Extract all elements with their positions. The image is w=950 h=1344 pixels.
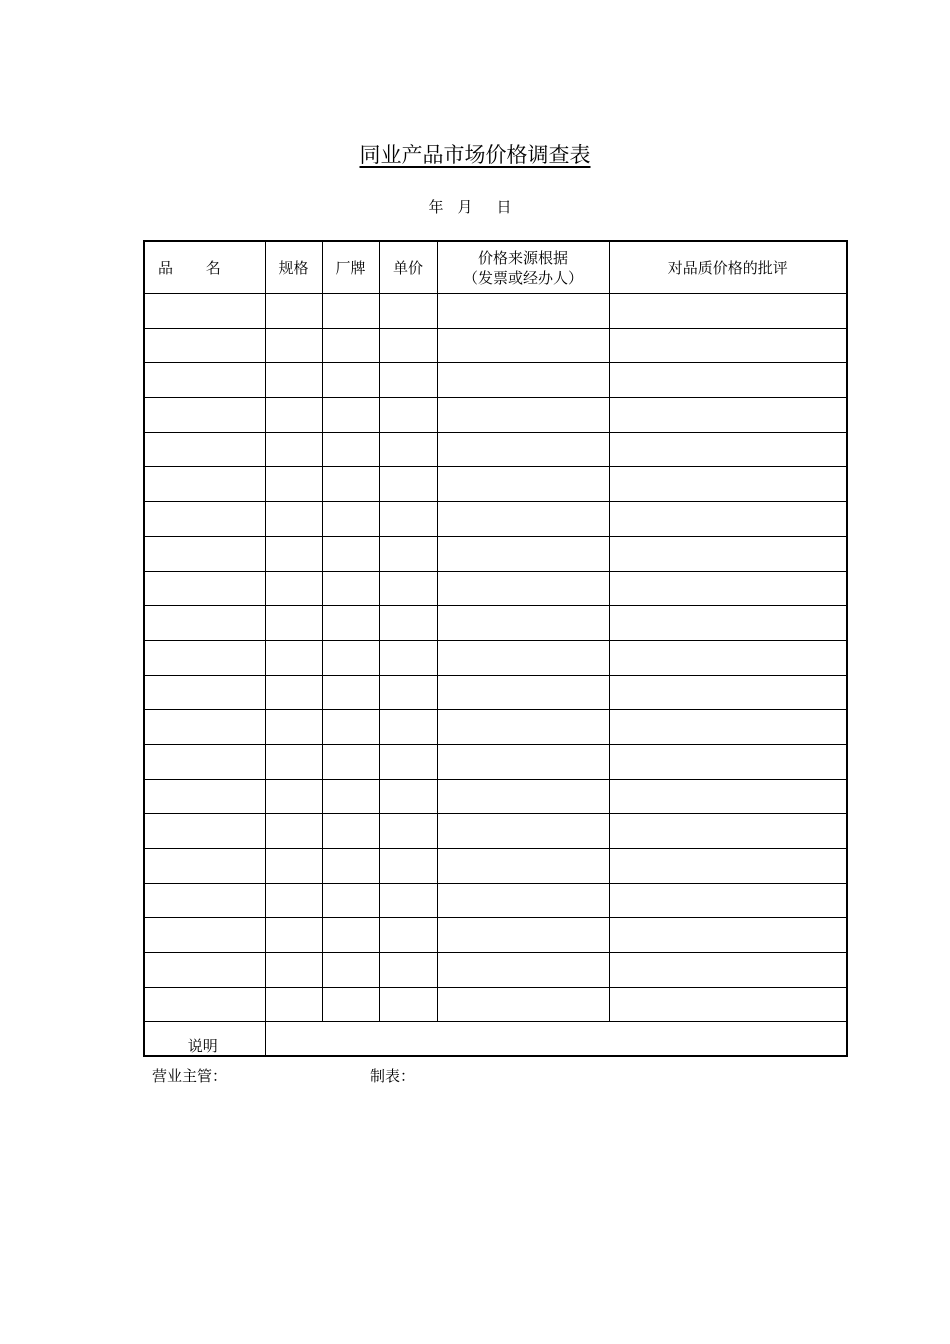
cell-brand[interactable]: [322, 883, 379, 918]
cell-quality-comment[interactable]: [609, 606, 847, 641]
cell-brand[interactable]: [322, 744, 379, 779]
cell-product-name[interactable]: [144, 640, 265, 675]
cell-brand[interactable]: [322, 467, 379, 502]
cell-product-name[interactable]: [144, 467, 265, 502]
cell-spec[interactable]: [265, 606, 322, 641]
cell-product-name[interactable]: [144, 328, 265, 363]
cell-brand[interactable]: [322, 814, 379, 849]
cell-product-name[interactable]: [144, 918, 265, 953]
header-price-source: [437, 241, 609, 294]
cell-brand[interactable]: [322, 502, 379, 537]
cell-brand[interactable]: [322, 640, 379, 675]
cell-brand[interactable]: [322, 398, 379, 433]
header-price-source-line2: （发票或经办人）: [462, 268, 583, 287]
cell-brand[interactable]: [322, 849, 379, 884]
survey-table: [143, 240, 848, 1057]
cell-brand[interactable]: [322, 918, 379, 953]
table-row: [144, 814, 847, 849]
cell-unit-price[interactable]: [379, 814, 437, 849]
table-row: [144, 640, 847, 675]
cell-price-source[interactable]: [437, 953, 609, 988]
table-row: [144, 918, 847, 953]
cell-product-name[interactable]: [144, 398, 265, 433]
cell-unit-price[interactable]: [379, 883, 437, 918]
cell-quality-comment[interactable]: [609, 883, 847, 918]
cell-brand[interactable]: [322, 953, 379, 988]
cell-product-name[interactable]: [144, 675, 265, 710]
cell-unit-price[interactable]: [379, 571, 437, 606]
cell-quality-comment[interactable]: [609, 398, 847, 433]
date-year-label: 年: [428, 198, 444, 216]
cell-price-source[interactable]: [437, 328, 609, 363]
cell-quality-comment[interactable]: [609, 363, 847, 398]
table-header-row: [144, 241, 847, 294]
cell-quality-comment[interactable]: [609, 432, 847, 467]
footer-maker-label: 制表：: [370, 1067, 416, 1085]
cell-unit-price[interactable]: [379, 918, 437, 953]
note-content[interactable]: [265, 1022, 847, 1057]
header-quality-comment: 对品质价格的批评: [609, 241, 847, 294]
header-product-name: 品 名: [144, 241, 265, 294]
cell-unit-price[interactable]: [379, 328, 437, 363]
table-row: [144, 675, 847, 710]
cell-unit-price[interactable]: [379, 536, 437, 571]
date-day-label: 日: [496, 198, 512, 216]
cell-quality-comment[interactable]: [609, 953, 847, 988]
table-row: [144, 536, 847, 571]
cell-product-name[interactable]: [144, 502, 265, 537]
cell-quality-comment[interactable]: [609, 640, 847, 675]
table-row: [144, 779, 847, 814]
cell-unit-price[interactable]: [379, 432, 437, 467]
cell-spec[interactable]: [265, 675, 322, 710]
cell-spec[interactable]: [265, 467, 322, 502]
cell-spec[interactable]: [265, 502, 322, 537]
cell-spec[interactable]: [265, 328, 322, 363]
cell-unit-price[interactable]: [379, 744, 437, 779]
cell-unit-price[interactable]: [379, 294, 437, 329]
cell-spec[interactable]: [265, 744, 322, 779]
cell-brand[interactable]: [322, 571, 379, 606]
cell-unit-price[interactable]: [379, 467, 437, 502]
cell-spec[interactable]: [265, 710, 322, 745]
cell-price-source[interactable]: [437, 987, 609, 1022]
cell-unit-price[interactable]: [379, 779, 437, 814]
cell-spec[interactable]: [265, 536, 322, 571]
cell-spec[interactable]: [265, 814, 322, 849]
cell-quality-comment[interactable]: [609, 710, 847, 745]
header-brand: 厂牌: [322, 241, 379, 294]
cell-spec[interactable]: [265, 432, 322, 467]
cell-price-source[interactable]: [437, 536, 609, 571]
cell-brand[interactable]: [322, 363, 379, 398]
cell-product-name[interactable]: [144, 363, 265, 398]
table-row: [144, 328, 847, 363]
cell-price-source[interactable]: [437, 883, 609, 918]
table-row: [144, 883, 847, 918]
table-row: [144, 294, 847, 329]
cell-quality-comment[interactable]: [609, 571, 847, 606]
table-row: [144, 432, 847, 467]
cell-product-name[interactable]: [144, 294, 265, 329]
table-row: [144, 398, 847, 433]
cell-brand[interactable]: [322, 294, 379, 329]
cell-price-source[interactable]: [437, 710, 609, 745]
footer-manager-label: 营业主管：: [152, 1067, 228, 1085]
cell-brand[interactable]: [322, 432, 379, 467]
cell-price-source[interactable]: [437, 502, 609, 537]
cell-quality-comment[interactable]: [609, 814, 847, 849]
cell-product-name[interactable]: [144, 953, 265, 988]
cell-spec[interactable]: [265, 779, 322, 814]
cell-quality-comment[interactable]: [609, 744, 847, 779]
cell-spec[interactable]: [265, 398, 322, 433]
cell-unit-price[interactable]: [379, 363, 437, 398]
cell-unit-price[interactable]: [379, 398, 437, 433]
cell-unit-price[interactable]: [379, 675, 437, 710]
table-row: [144, 363, 847, 398]
table-row: [144, 849, 847, 884]
header-unit-price: 单价: [379, 241, 437, 294]
cell-price-source[interactable]: [437, 779, 609, 814]
cell-price-source[interactable]: [437, 467, 609, 502]
table-row: [144, 606, 847, 641]
cell-brand[interactable]: [322, 779, 379, 814]
cell-spec[interactable]: [265, 918, 322, 953]
cell-product-name[interactable]: [144, 849, 265, 884]
cell-spec[interactable]: [265, 883, 322, 918]
cell-unit-price[interactable]: [379, 606, 437, 641]
cell-brand[interactable]: [322, 536, 379, 571]
cell-spec[interactable]: [265, 640, 322, 675]
cell-unit-price[interactable]: [379, 953, 437, 988]
cell-product-name[interactable]: [144, 710, 265, 745]
cell-price-source[interactable]: [437, 398, 609, 433]
cell-price-source[interactable]: [437, 675, 609, 710]
cell-price-source[interactable]: [437, 918, 609, 953]
cell-product-name[interactable]: [144, 779, 265, 814]
cell-brand[interactable]: [322, 710, 379, 745]
cell-product-name[interactable]: [144, 606, 265, 641]
cell-spec[interactable]: [265, 363, 322, 398]
cell-spec[interactable]: [265, 849, 322, 884]
cell-product-name[interactable]: [144, 883, 265, 918]
cell-product-name[interactable]: [144, 536, 265, 571]
cell-unit-price[interactable]: [379, 710, 437, 745]
table-row: [144, 744, 847, 779]
cell-price-source[interactable]: [437, 814, 609, 849]
date-month-label: 月: [457, 198, 473, 216]
cell-unit-price[interactable]: [379, 987, 437, 1022]
cell-spec[interactable]: [265, 571, 322, 606]
cell-quality-comment[interactable]: [609, 294, 847, 329]
table-row: [144, 987, 847, 1022]
cell-quality-comment[interactable]: [609, 987, 847, 1022]
date-line: [0, 197, 950, 217]
table-row: [144, 710, 847, 745]
cell-quality-comment[interactable]: [609, 675, 847, 710]
cell-product-name[interactable]: [144, 571, 265, 606]
cell-spec[interactable]: [265, 953, 322, 988]
cell-unit-price[interactable]: [379, 502, 437, 537]
cell-brand[interactable]: [322, 987, 379, 1022]
cell-brand[interactable]: [322, 606, 379, 641]
cell-spec[interactable]: [265, 987, 322, 1022]
cell-quality-comment[interactable]: [609, 918, 847, 953]
cell-price-source[interactable]: [437, 640, 609, 675]
table-row: [144, 502, 847, 537]
cell-price-source[interactable]: [437, 294, 609, 329]
cell-price-source[interactable]: [437, 744, 609, 779]
page-title-text: 同业产品市场价格调查表: [359, 143, 591, 167]
note-row: [144, 1022, 847, 1057]
cell-quality-comment[interactable]: [609, 502, 847, 537]
cell-product-name[interactable]: [144, 987, 265, 1022]
cell-product-name[interactable]: [144, 744, 265, 779]
page-title: [0, 140, 950, 170]
cell-price-source[interactable]: [437, 571, 609, 606]
table-row: [144, 953, 847, 988]
cell-spec[interactable]: [265, 294, 322, 329]
cell-price-source[interactable]: [437, 432, 609, 467]
table-row: [144, 467, 847, 502]
cell-unit-price[interactable]: [379, 640, 437, 675]
cell-unit-price[interactable]: [379, 849, 437, 884]
cell-quality-comment[interactable]: [609, 849, 847, 884]
cell-price-source[interactable]: [437, 849, 609, 884]
cell-quality-comment[interactable]: [609, 328, 847, 363]
cell-quality-comment[interactable]: [609, 536, 847, 571]
header-price-source-line1: 价格来源根据: [477, 248, 568, 267]
cell-price-source[interactable]: [437, 606, 609, 641]
header-spec: 规格: [265, 241, 322, 294]
cell-brand[interactable]: [322, 328, 379, 363]
cell-quality-comment[interactable]: [609, 467, 847, 502]
cell-product-name[interactable]: [144, 814, 265, 849]
table-row: [144, 571, 847, 606]
cell-quality-comment[interactable]: [609, 779, 847, 814]
cell-price-source[interactable]: [437, 363, 609, 398]
cell-product-name[interactable]: [144, 432, 265, 467]
cell-brand[interactable]: [322, 675, 379, 710]
note-label: [144, 1022, 265, 1057]
note-label-text: 说明: [187, 1037, 218, 1056]
